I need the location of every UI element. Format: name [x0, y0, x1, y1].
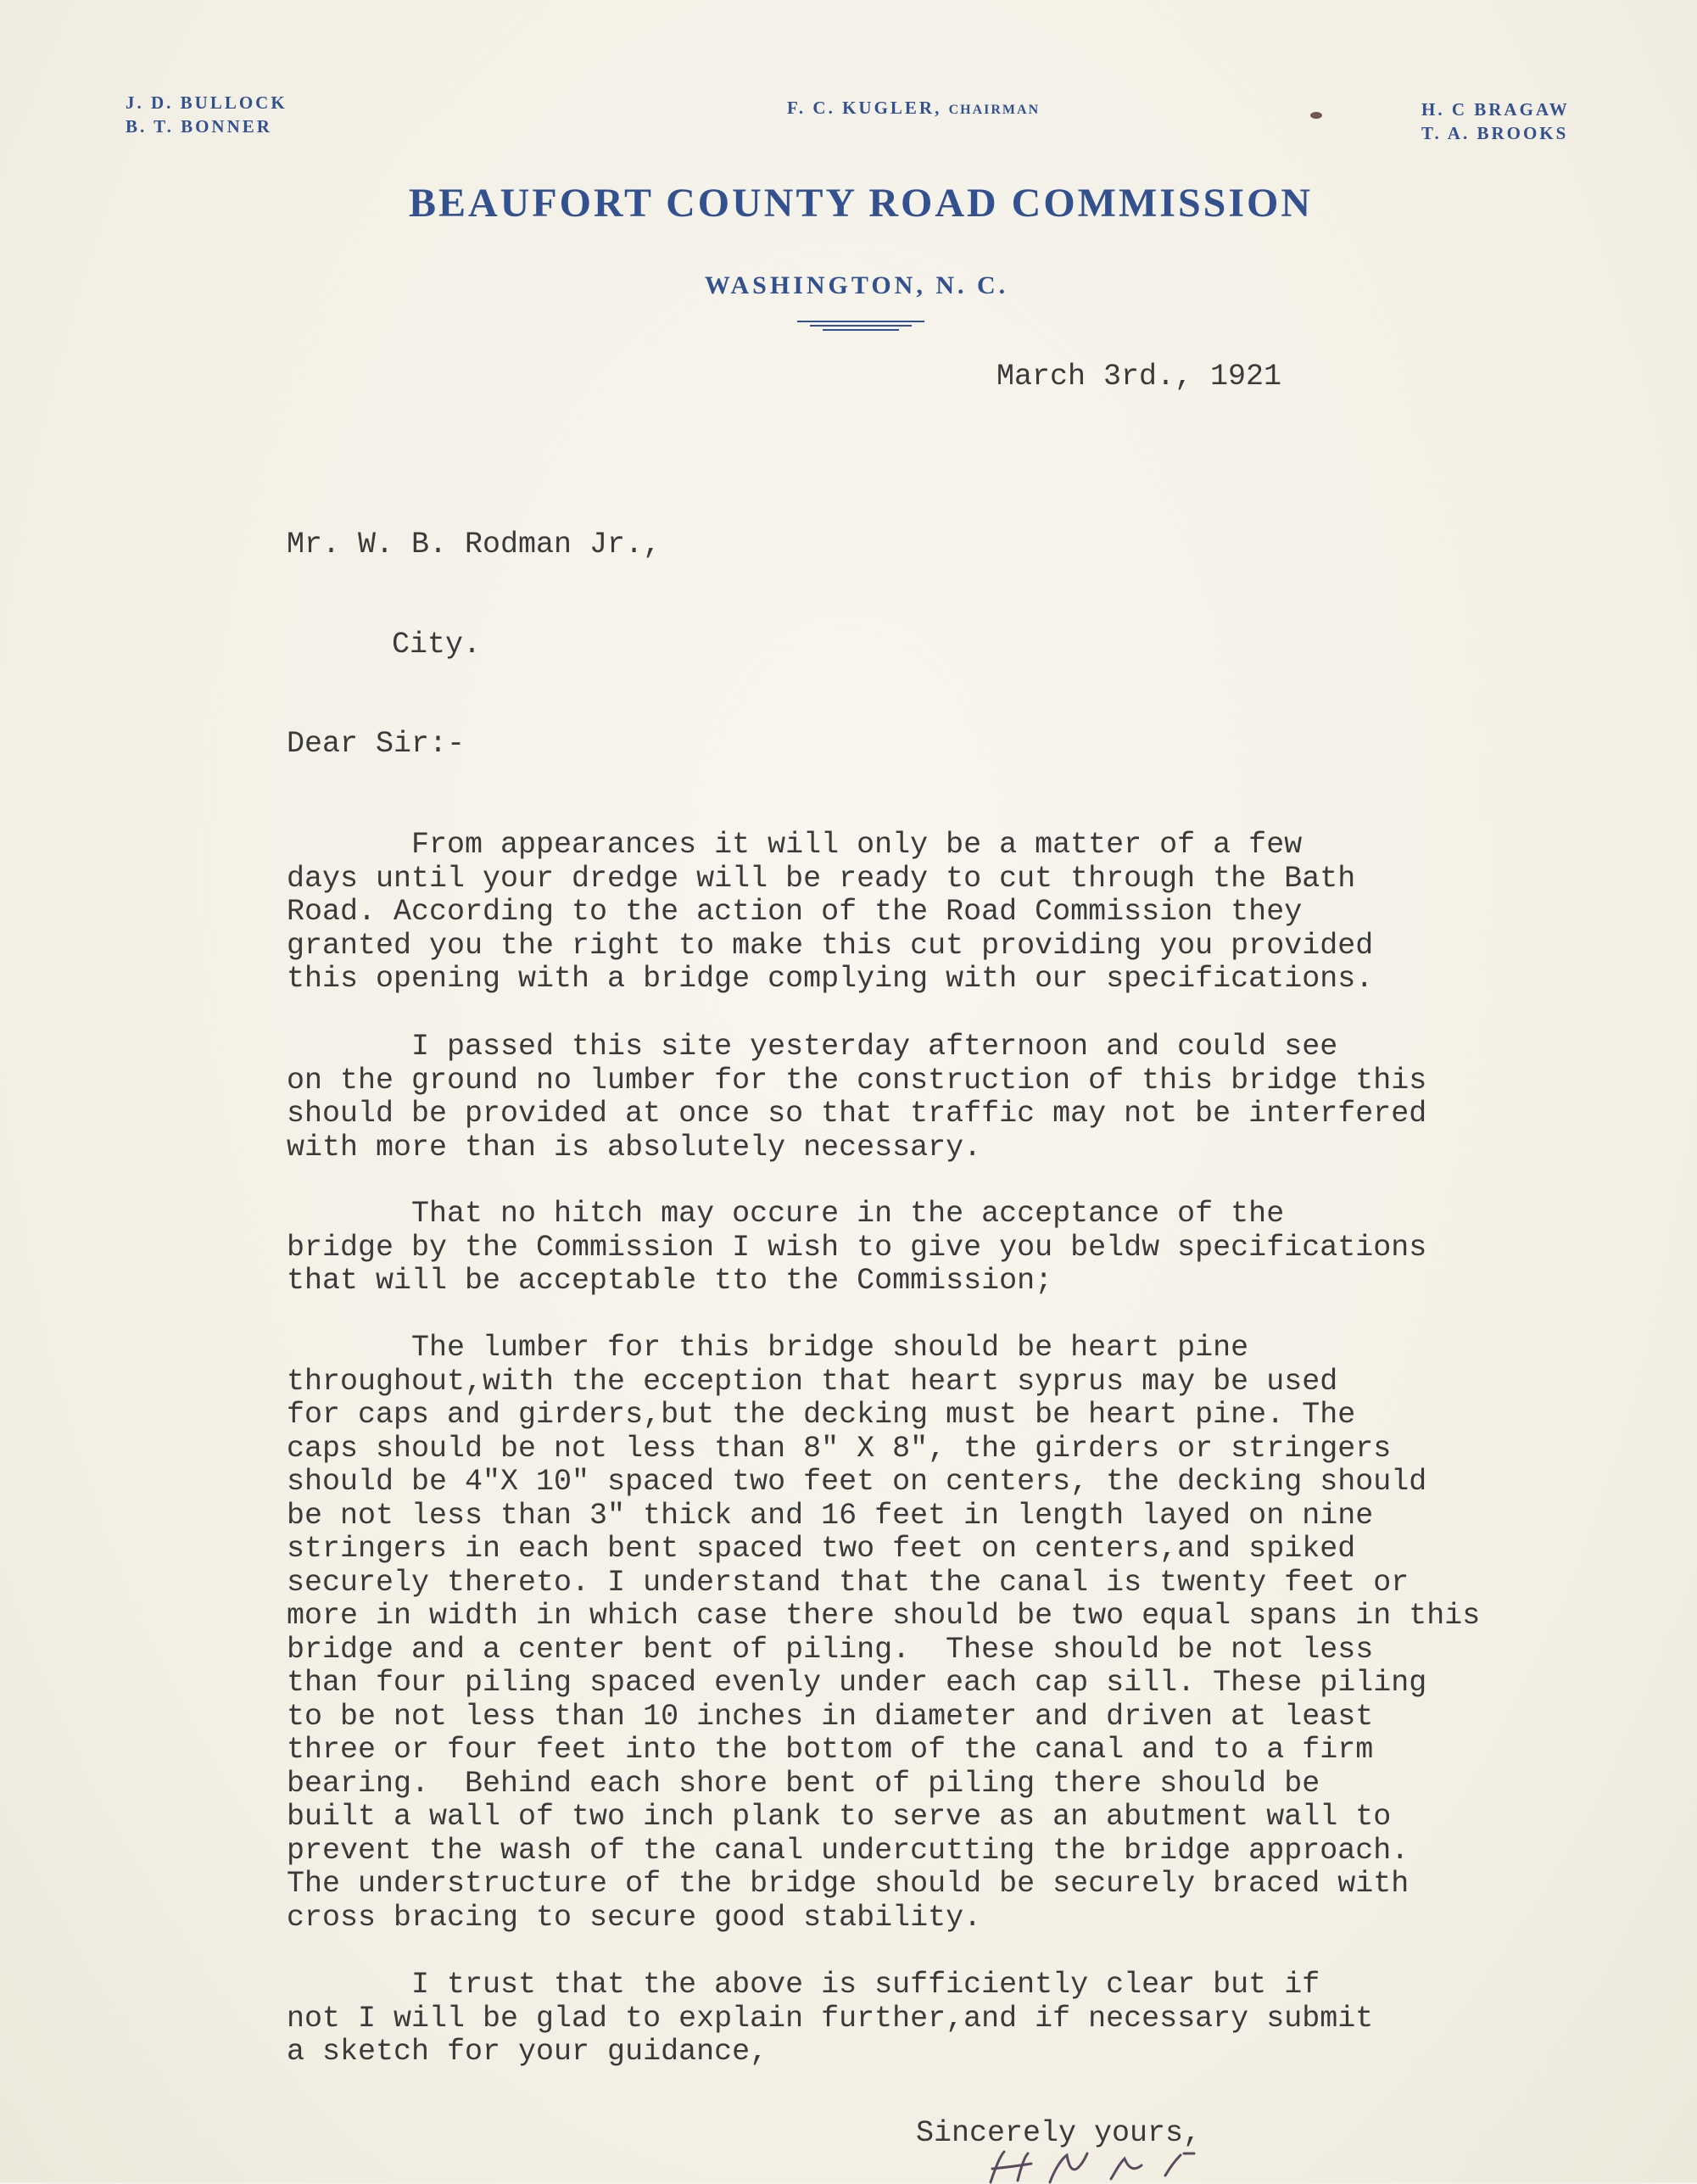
- text-line: caps should be not less than 8" X 8", the girders or stringers: [287, 1431, 1392, 1466]
- text-line: not I will be glad to explain further,and if necessary submit: [287, 2001, 1374, 2036]
- text-line: Road. According to the action of the Road Commission they: [287, 895, 1303, 929]
- text-line: for caps and girders,but the decking must be heart pine. The: [287, 1398, 1356, 1432]
- addressee: Mr. W. B. Rodman Jr.,: [287, 528, 661, 561]
- ink-speck: [1310, 112, 1322, 119]
- text-line: stringers in each bent spaced two feet on centers,and spiked: [287, 1532, 1356, 1566]
- text-line: with more than is absolutely necessary.: [287, 1130, 982, 1165]
- paragraph-3: [287, 1198, 1644, 1299]
- text-line: granted you the right to make this cut providing you provided: [287, 928, 1374, 963]
- handwritten-signature: [984, 2150, 1204, 2184]
- text-line: The understructure of the bridge should be securely braced with: [287, 1867, 1410, 1901]
- text-line: cross bracing to secure good stability.: [287, 1900, 982, 1935]
- letter-date: March 3rd., 1921: [996, 360, 1282, 394]
- text-line: throughout,with the ecception that heart syprus may be used: [287, 1364, 1338, 1399]
- text-line: than four piling spaced evenly under each cap sill. These piling: [287, 1666, 1427, 1700]
- text-line: bridge and a center bent of piling. These should be not less: [287, 1632, 1374, 1667]
- text-line: on the ground no lumber for the construction of this bridge this: [287, 1063, 1427, 1098]
- letterhead-name: H. C BRAGAW: [1421, 99, 1570, 120]
- addressee-city: City.: [392, 628, 482, 662]
- letterhead-rule: [797, 321, 924, 331]
- text-line: more in width in which case there should be two equal spans in this: [287, 1599, 1481, 1633]
- text-line: should be 4"X 10" spaced two feet on centers, the decking should: [287, 1465, 1427, 1499]
- letterhead-left-names: [126, 91, 287, 138]
- text-line: From appearances it will only be a matter of a few: [287, 828, 1303, 862]
- text-line: built a wall of two inch plank to serve as an abutment wall to: [287, 1800, 1392, 1834]
- letterhead-name: J. D. BULLOCK: [126, 92, 287, 113]
- paragraph-2: [287, 1031, 1644, 1165]
- letterhead-chairman: [787, 96, 1040, 122]
- text-line: a sketch for your guidance,: [287, 2035, 768, 2069]
- letterhead-role: CHAIRMAN: [948, 103, 1041, 117]
- text-line: should be provided at once so that traffic may not be interfered: [287, 1097, 1427, 1131]
- text-line: to be not less than 10 inches in diameter and driven at least: [287, 1699, 1374, 1734]
- letterhead-name: B. T. BONNER: [126, 116, 272, 137]
- paragraph-1: [287, 829, 1644, 997]
- letterhead-right-names: [1421, 98, 1570, 145]
- text-line: be not less than 3" thick and 16 feet in length layed on nine: [287, 1498, 1374, 1533]
- text-line: days until your dredge will be ready to cut through the Bath: [287, 861, 1356, 896]
- closing: Sincerely yours,: [916, 2116, 1202, 2150]
- letterhead-name: F. C. KUGLER,: [787, 98, 942, 118]
- text-line: bearing. Behind each shore bent of piling there should be: [287, 1766, 1320, 1801]
- letterhead-title: BEAUFORT COUNTY ROAD COMMISSION: [408, 181, 1314, 226]
- text-line: I trust that the above is sufficiently clear but if: [287, 1968, 1320, 2002]
- letterhead-city: WASHINGTON, N. C.: [704, 271, 1009, 299]
- letterhead-name: T. A. BROOKS: [1421, 123, 1569, 143]
- text-line: prevent the wash of the canal undercutting the bridge approach.: [287, 1833, 1410, 1868]
- text-line: three or four feet into the bottom of the canal and to a firm: [287, 1733, 1374, 1767]
- text-line: bridge by the Commission I wish to give you beldw specifications: [287, 1230, 1427, 1265]
- text-line: I passed this site yesterday afternoon and could see: [287, 1030, 1338, 1064]
- text-line: That no hitch may occure in the acceptance of the: [287, 1197, 1285, 1231]
- text-line: The lumber for this bridge should be heart pine: [287, 1331, 1249, 1365]
- text-line: securely thereto. I understand that the canal is twenty feet or: [287, 1565, 1410, 1600]
- salutation: Dear Sir:-: [287, 727, 466, 761]
- paragraph-4: [287, 1332, 1644, 1935]
- text-line: this opening with a bridge complying with our specifications.: [287, 962, 1374, 996]
- text-line: that will be acceptable tto the Commission;: [287, 1264, 1053, 1298]
- paragraph-5: [287, 1969, 1644, 2069]
